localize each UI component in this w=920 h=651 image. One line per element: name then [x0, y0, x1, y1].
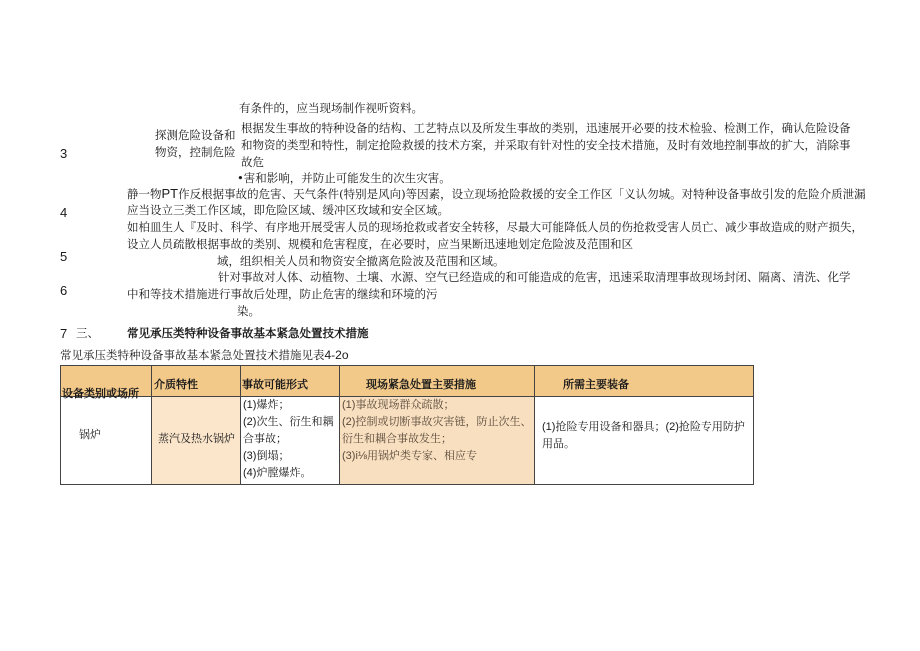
- row3-content-line1: 根据发生事故的特种设备的结构、工艺特点以及所发生事故的类别，迅速展开必要的技术检验、检测工作，确认危险设备: [241, 121, 851, 135]
- row6-number: 6: [60, 283, 68, 298]
- measure-item: (2)控制或切断事故灾害链，防止次生、: [342, 416, 532, 428]
- row5-number: 5: [60, 249, 68, 264]
- row5-line2: 设立人员疏散根据事故的类别、规模和危害程度，在必要时，应当果断迅速地划定危险波及范围和区: [127, 237, 633, 251]
- row3-content-line2: 和物资的类型和特性，制定抢险救援的技术方案，并采取有针对性的安全技术措施，及时有效地控制事故的扩大，消除事: [241, 138, 851, 152]
- cell-measures: [340, 397, 535, 485]
- row3-label-line1: 探测危险设备和: [155, 128, 236, 142]
- section-title: 常见承压类特种设备事故基本紧急处置技术措施: [127, 326, 369, 340]
- accident-form-item: (2)次生、衍生和耦: [243, 416, 334, 428]
- equipment-text: [535, 397, 753, 453]
- header-cell: [535, 366, 754, 397]
- row3-label-line2: 物资，控制危险: [155, 145, 236, 159]
- header-cell: [340, 366, 535, 397]
- equipment-line: (1)抢险专用设备和器具；(2)抢险专用防护: [542, 421, 745, 433]
- row6-line2: 中和等技术措施进行事故后处理，防止危害的继续和环境的污: [127, 287, 438, 301]
- measure-item: (1)事故现场群众疏散；: [342, 399, 455, 411]
- category-text: 锅炉: [79, 428, 101, 441]
- row3-pre-line: 有条件的，应当现场制作视听资料。: [239, 101, 423, 115]
- measures-list: [340, 397, 534, 465]
- measure-item: 衍生和耦合事故发生；: [342, 433, 452, 445]
- row6-line1: 针对事故对人体、动植物、土壤、水源、空气已经造成的和可能造成的危害，迅速采取清理事故现场封闭、隔离、清洗、化学: [218, 270, 851, 284]
- row3-number: 3: [60, 146, 68, 161]
- accident-form-item: (4)炉膛爆炸。: [243, 467, 312, 479]
- header-cell: [241, 366, 340, 397]
- accident-form-item: (1)爆炸；: [243, 399, 290, 411]
- header-medium: 介质特性: [154, 379, 198, 391]
- cell-accident-forms: [241, 397, 340, 485]
- row4-line1: [127, 186, 866, 202]
- row3-content-line3: 故危: [241, 155, 264, 169]
- row4-line1-pt: PT: [161, 186, 179, 201]
- header-cell: [152, 366, 241, 397]
- header-cell: [61, 366, 152, 400]
- accident-form-item: (3)倒塌；: [243, 450, 290, 462]
- row3-content-line4: •害和影响，并防止可能发生的次生灾害。: [237, 171, 451, 185]
- accident-forms-list: [241, 397, 339, 482]
- emergency-measures-table: [60, 365, 754, 485]
- accident-form-item: 合事故；: [243, 433, 287, 445]
- row4-number: 4: [60, 205, 68, 220]
- measure-item: (3)i⅛用锅炉类专家、相应专: [342, 450, 478, 462]
- header-category: 设备类别或场所: [62, 388, 139, 400]
- table-caption: [60, 348, 349, 363]
- cell-category: [61, 397, 152, 485]
- row5-line3: 域，组织相关人员和物资安全撤离危险波及范围和区域。: [217, 254, 505, 268]
- cell-medium: [152, 397, 241, 485]
- cell-equipment: [535, 397, 754, 485]
- row6-line3: 染。: [237, 304, 260, 318]
- row5-line1: 如柏皿生人『及时、科学、有序地开展受害人员的现场抢救或者安全转移，尽最大可能降低人员的伤抢救受害人员亡、减少事故造成的财产损失，: [127, 220, 863, 234]
- table-row: [61, 397, 754, 485]
- table-caption-number: 4-2o: [324, 348, 349, 362]
- medium-text: 蒸汽及热水锅炉: [158, 432, 235, 445]
- row4-line1-rest: 作反根据事故的危害、天气条件(特别是风向)等因素，设立现场抢险救援的安全工作区「义认勿城。对特种设备事故引发的危险介质泄漏: [178, 187, 866, 201]
- header-measures: 现场紧急处置主要措施: [366, 379, 476, 391]
- table-caption-text: 常见承压类特种设备事故基本紧急处置技术措施见表: [60, 348, 325, 362]
- row4-line1-prefix: 静一物: [127, 187, 162, 201]
- header-accident-forms: 事故可能形式: [242, 379, 308, 391]
- row4-line2: 应当设立三类工作区域，即危险区域、缓冲区玫域和安全区域。: [127, 203, 449, 217]
- section-index: 三、: [76, 326, 99, 340]
- section-number: 7: [60, 326, 68, 341]
- header-equipment: 所需主要装备: [563, 379, 629, 391]
- equipment-line: 用品。: [542, 438, 575, 450]
- table-header-row: [61, 366, 754, 397]
